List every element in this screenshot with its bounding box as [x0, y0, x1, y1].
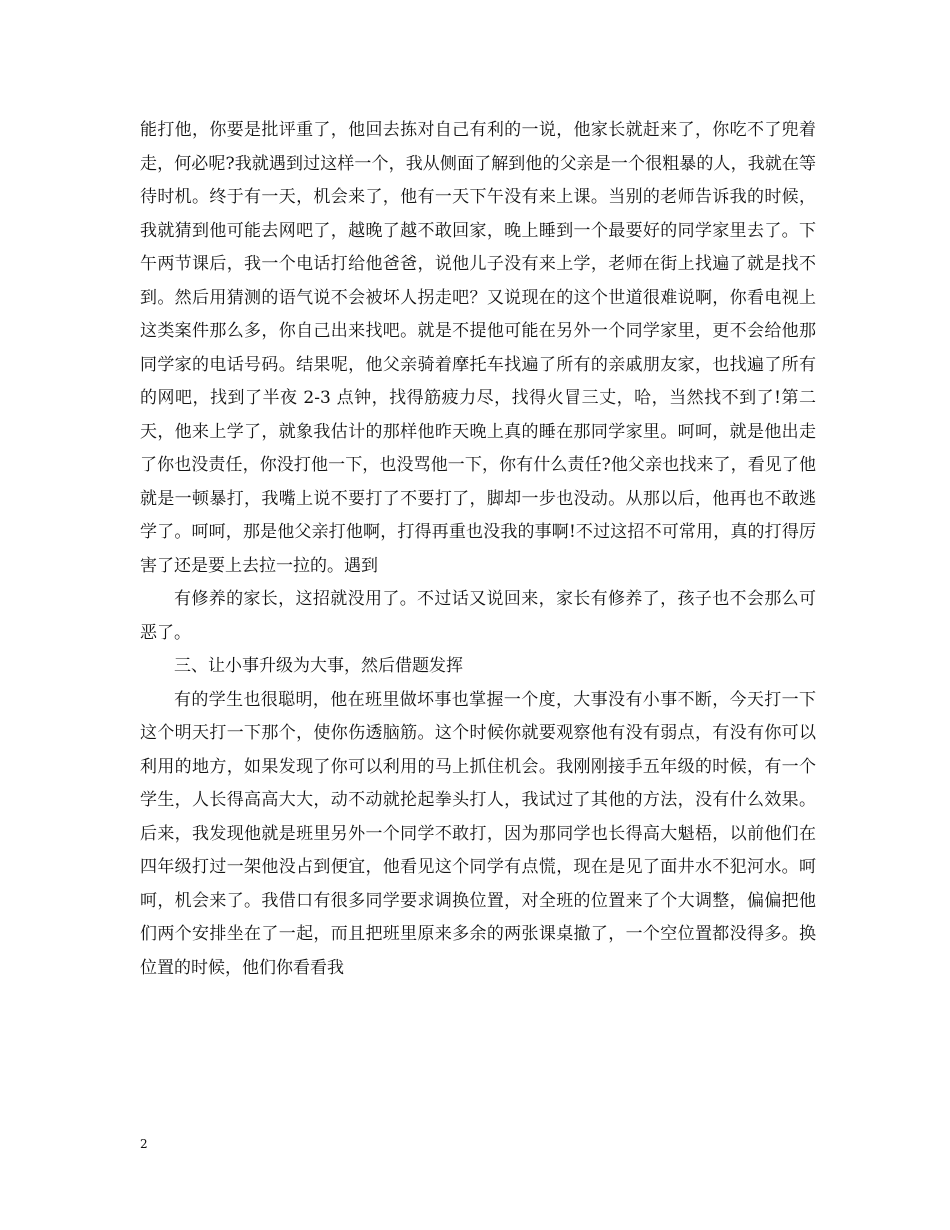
paragraph-3: 有的学生也很聪明，他在班里做坏事也掌握一个度，大事没有小事不断，今天打一下这个明天打一下那个，使你伤透脑筋。这个时候你就要观察他有没有弱点，有没有你可以利用的地方，如果发现了你可以利用的马上抓住机会。我刚刚接手五年级的时候，有一个学生，人长得高高大大，动不动就抡起拳头打人，我试过了其他的方法，没有什么效果。后来，我发现他就是班里另外一个同学不敢打，因为那同学也长得高大魁梧，以前他们在四年级打过一架他没占到便宜，他看见这个同学有点慌，现在是见了面井水不犯河水。呵呵，机会来了。我借口有很多同学要求调换位置，对全班的位置来了个大调整，偏偏把他们两个安排坐在了一起，而且把班里原来多余的两张课桌撤了，一个空位置都没得多。换位置的时候，他们你看看我	[140, 689, 816, 978]
paragraph-2: 有修养的家长，这招就没用了。不过话又说回来，家长有修养了，孩子也不会那么可恶了。	[140, 589, 816, 643]
paragraph-1: 能打他，你要是批评重了，他回去拣对自己有利的一说，他家长就赶来了，你吃不了兜着走，何必呢?我就遇到过这样一个，我从侧面了解到他的父亲是一个很粗暴的人，我就在等待时机。终于有一天，机会来了，他有一天下午没有来上课。当别的老师告诉我的时候，我就猜到他可能去网吧了，越晚了越不敢回家，晚上睡到一个最要好的同学家里去了。下午两节课后，我一个电话打给他爸爸，说他儿子没有来上学，老师在街上找遍了就是找不到。然后用猜测的语气说不会被坏人拐走吧？又说现在的这个世道很难说啊，你看电视上这类案件那么多，你自己出来找吧。就是不提他可能在另外一个同学家里，更不会给他那同学家的电话号码。结果呢，他父亲骑着摩托车找遍了所有的亲戚朋友家，也找遍了所有的网吧，找到了半夜 2-3 点钟，找得筋疲力尽，找得火冒三丈，哈，当然找不到了!第二天，他来上学了，就象我估计的那样他昨天晚上真的睡在那同学家里。呵呵，就是他出走了你也没责任，你没打他一下，也没骂他一下，你有什么责任?他父亲也找来了，看见了他就是一顿暴打，我嘴上说不要打了不要打了，脚却一步也没动。从那以后，他再也不敢逃学了。呵呵，那是他父亲打他啊，打得再重也没我的事啊!不过这招不可常用，真的打得厉害了还是要上去拉一拉的。遇到	[140, 120, 816, 576]
section-heading: 三、让小事升级为大事，然后借题发挥	[174, 656, 463, 676]
page-number: 2	[140, 1137, 148, 1151]
body-text	[140, 114, 816, 985]
